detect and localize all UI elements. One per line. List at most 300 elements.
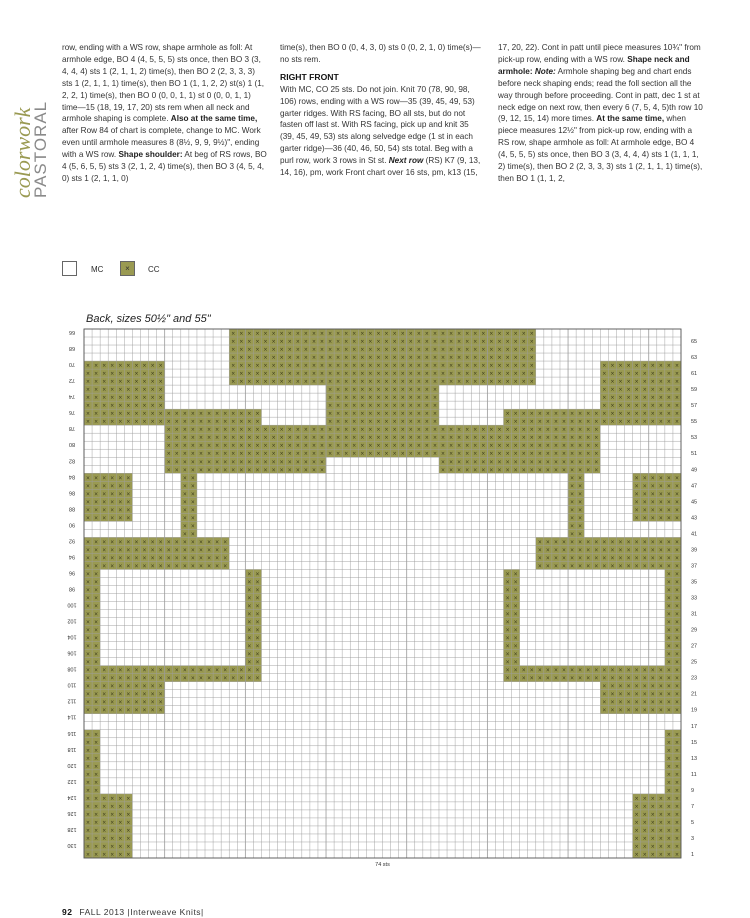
- cc-stitch-mark: ×: [634, 795, 639, 802]
- cc-stitch-mark: ×: [408, 435, 413, 442]
- cc-stitch-mark: ×: [537, 467, 542, 474]
- cc-stitch-mark: ×: [182, 667, 187, 674]
- cc-stitch-mark: ×: [408, 355, 413, 362]
- cc-stitch-mark: ×: [674, 475, 680, 482]
- cc-stitch-mark: ×: [505, 579, 510, 586]
- cc-stitch-mark: ×: [521, 339, 526, 346]
- cc-stitch-mark: ×: [126, 539, 131, 546]
- cc-stitch-mark: ×: [319, 467, 325, 474]
- cc-stitch-mark: ×: [102, 563, 107, 570]
- cc-stitch-mark: ×: [618, 363, 623, 370]
- cc-stitch-mark: ×: [513, 619, 518, 626]
- cc-stitch-mark: ×: [158, 691, 163, 698]
- cc-stitch-mark: ×: [271, 339, 276, 346]
- cc-stitch-mark: ×: [674, 731, 680, 738]
- row-label-left: 102: [67, 617, 77, 624]
- cc-stitch-mark: ×: [634, 563, 639, 570]
- cc-stitch-mark: ×: [610, 683, 615, 690]
- cc-stitch-mark: ×: [408, 371, 413, 378]
- cc-stitch-mark: ×: [400, 411, 405, 418]
- cc-stitch-mark: ×: [174, 667, 179, 674]
- cc-stitch-mark: ×: [384, 331, 389, 338]
- cc-stitch-mark: ×: [610, 363, 615, 370]
- cc-stitch-mark: ×: [634, 683, 639, 690]
- cc-stitch-mark: ×: [666, 419, 672, 426]
- cc-stitch-mark: ×: [569, 499, 575, 506]
- row-label-right: 33: [691, 595, 698, 602]
- cc-stitch-mark: ×: [481, 459, 486, 466]
- cc-stitch-mark: ×: [134, 547, 139, 554]
- cc-stitch-mark: ×: [666, 627, 672, 634]
- cc-stitch-mark: ×: [93, 515, 99, 522]
- cc-stitch-mark: ×: [231, 347, 236, 354]
- cc-stitch-mark: ×: [231, 443, 236, 450]
- cc-stitch-mark: ×: [650, 795, 655, 802]
- cc-stitch-mark: ×: [602, 539, 607, 546]
- cc-stitch-mark: ×: [521, 419, 526, 426]
- cc-stitch-mark: ×: [666, 563, 672, 570]
- cc-stitch-mark: ×: [513, 667, 518, 674]
- cc-stitch-mark: ×: [102, 483, 107, 490]
- cc-stitch-mark: ×: [158, 699, 163, 706]
- row-label-left: 76: [68, 409, 76, 416]
- cc-stitch-mark: ×: [505, 643, 510, 650]
- cc-stitch-mark: ×: [303, 363, 308, 370]
- cc-stitch-mark: ×: [650, 371, 655, 378]
- cc-stitch-mark: ×: [561, 427, 567, 434]
- cc-stitch-mark: ×: [223, 427, 228, 434]
- cc-stitch-mark: ×: [182, 523, 187, 530]
- cc-stitch-mark: ×: [634, 475, 639, 482]
- cc-stitch-mark: ×: [198, 539, 204, 546]
- cc-stitch-mark: ×: [279, 427, 284, 434]
- cc-stitch-mark: ×: [150, 699, 155, 706]
- cc-stitch-mark: ×: [368, 451, 373, 458]
- cc-stitch-mark: ×: [642, 835, 647, 842]
- cc-stitch-mark: ×: [578, 475, 583, 482]
- cc-stitch-mark: ×: [376, 347, 381, 354]
- cc-stitch-mark: ×: [610, 411, 615, 418]
- cc-stitch-mark: ×: [295, 427, 300, 434]
- cc-stitch-mark: ×: [85, 579, 91, 586]
- cc-stitch-mark: ×: [247, 427, 252, 434]
- cc-stitch-mark: ×: [102, 403, 107, 410]
- cc-stitch-mark: ×: [110, 507, 115, 514]
- cc-stitch-mark: ×: [666, 579, 672, 586]
- cc-stitch-mark: ×: [505, 435, 510, 442]
- cc-stitch-mark: ×: [561, 667, 567, 674]
- cc-stitch-mark: ×: [190, 547, 196, 554]
- col1-p1: row, ending with a WS row, shape armhole as foll: At armhole edge, BO 4 (4, 5, 5, 5) sts once, then BO 3 (3, 4, 4, 4) sts 1 (2, 1, 1, 2) time(s), then BO 2 (2, 3, 3, 3) sts 1 (2, 1, 1, 1) time(s), then BO 1 (1, 1, 2, 2) st(s) 1 (1, 2, 2, 1) time(s), then BO 0 (0, 0, 1, 1) st 0 (0, 0, 1, 1) time—15 (18, 19, 17, 20) sts rem when all neck and armhole shaping is complete.: [62, 43, 265, 124]
- cc-stitch-mark: ×: [416, 403, 421, 410]
- cc-stitch-mark: ×: [658, 691, 663, 698]
- cc-stitch-mark: ×: [505, 427, 510, 434]
- cc-stitch-mark: ×: [198, 459, 204, 466]
- cc-stitch-mark: ×: [102, 795, 107, 802]
- cc-stitch-mark: ×: [352, 387, 357, 394]
- cc-stitch-mark: ×: [440, 355, 446, 362]
- row-label-right: 47: [691, 483, 698, 490]
- cc-stitch-mark: ×: [319, 355, 325, 362]
- cc-stitch-mark: ×: [102, 707, 107, 714]
- cc-stitch-mark: ×: [658, 475, 663, 482]
- row-label-right: 31: [691, 611, 698, 618]
- cc-stitch-mark: ×: [134, 707, 139, 714]
- cc-stitch-mark: ×: [634, 851, 639, 858]
- cc-stitch-mark: ×: [327, 427, 333, 434]
- row-label-right: 53: [691, 435, 698, 442]
- cc-stitch-mark: ×: [166, 555, 171, 562]
- cc-stitch-mark: ×: [569, 459, 575, 466]
- cc-stitch-mark: ×: [658, 563, 663, 570]
- cc-stitch-mark: ×: [182, 539, 187, 546]
- row-label-right: 63: [691, 355, 698, 362]
- cc-stitch-mark: ×: [206, 459, 212, 466]
- cc-stitch-mark: ×: [126, 843, 131, 850]
- cc-stitch-mark: ×: [586, 451, 591, 458]
- cc-stitch-mark: ×: [166, 411, 171, 418]
- cc-stitch-mark: ×: [255, 443, 260, 450]
- cc-stitch-mark: ×: [473, 467, 478, 474]
- row-label-left: 92: [68, 537, 76, 544]
- cc-stitch-mark: ×: [610, 395, 615, 402]
- cc-stitch-mark: ×: [336, 443, 341, 450]
- cc-stitch-mark: ×: [174, 459, 179, 466]
- cc-stitch-mark: ×: [618, 683, 623, 690]
- cc-stitch-mark: ×: [142, 411, 147, 418]
- cc-stitch-mark: ×: [360, 403, 365, 410]
- cc-stitch-mark: ×: [674, 811, 680, 818]
- row-label-right: 55: [691, 419, 698, 426]
- cc-stitch-mark: ×: [287, 331, 292, 338]
- cc-stitch-mark: ×: [400, 371, 405, 378]
- cc-stitch-mark: ×: [400, 379, 405, 386]
- row-label-left: 116: [67, 729, 77, 736]
- cc-stitch-mark: ×: [85, 771, 91, 778]
- cc-stitch-mark: ×: [93, 411, 99, 418]
- cc-stitch-mark: ×: [666, 827, 672, 834]
- cc-stitch-mark: ×: [231, 339, 236, 346]
- cc-stitch-mark: ×: [93, 667, 99, 674]
- cc-stitch-mark: ×: [642, 539, 647, 546]
- row-label-right: 51: [691, 451, 698, 458]
- cc-stitch-mark: ×: [457, 347, 462, 354]
- legend-cc-swatch: ×: [120, 261, 135, 276]
- cc-stitch-mark: ×: [352, 435, 357, 442]
- cc-stitch-mark: ×: [85, 787, 91, 794]
- cc-stitch-mark: ×: [666, 611, 672, 618]
- cc-stitch-mark: ×: [198, 675, 204, 682]
- cc-stitch-mark: ×: [344, 379, 349, 386]
- cc-stitch-mark: ×: [489, 459, 494, 466]
- cc-stitch-mark: ×: [110, 827, 115, 834]
- cc-stitch-mark: ×: [594, 547, 599, 554]
- cc-stitch-mark: ×: [602, 691, 607, 698]
- cc-stitch-mark: ×: [150, 563, 155, 570]
- cc-stitch-mark: ×: [142, 371, 147, 378]
- cc-stitch-mark: ×: [279, 355, 284, 362]
- cc-stitch-mark: ×: [271, 363, 276, 370]
- row-label-left: 130: [67, 841, 77, 848]
- cc-stitch-mark: ×: [247, 595, 252, 602]
- cc-stitch-mark: ×: [642, 843, 647, 850]
- cc-stitch-mark: ×: [569, 563, 575, 570]
- cc-stitch-mark: ×: [174, 539, 179, 546]
- cc-stitch-mark: ×: [182, 459, 187, 466]
- cc-stitch-mark: ×: [174, 411, 179, 418]
- cc-stitch-mark: ×: [674, 587, 680, 594]
- cc-stitch-mark: ×: [239, 443, 244, 450]
- row-label-left: 66: [68, 329, 76, 336]
- cc-stitch-mark: ×: [85, 483, 91, 490]
- cc-stitch-mark: ×: [118, 547, 123, 554]
- cc-stitch-mark: ×: [674, 707, 680, 714]
- cc-stitch-mark: ×: [376, 395, 381, 402]
- cc-stitch-mark: ×: [440, 379, 446, 386]
- cc-stitch-mark: ×: [674, 371, 680, 378]
- cc-stitch-mark: ×: [142, 667, 147, 674]
- cc-stitch-mark: ×: [634, 555, 639, 562]
- cc-stitch-mark: ×: [553, 467, 559, 474]
- cc-stitch-mark: ×: [448, 355, 454, 362]
- cc-stitch-mark: ×: [408, 379, 413, 386]
- cc-stitch-mark: ×: [642, 491, 647, 498]
- cc-stitch-mark: ×: [602, 411, 607, 418]
- cc-stitch-mark: ×: [93, 811, 99, 818]
- cc-stitch-mark: ×: [376, 355, 381, 362]
- cc-stitch-mark: ×: [561, 459, 567, 466]
- cc-stitch-mark: ×: [247, 587, 252, 594]
- cc-stitch-mark: ×: [650, 691, 655, 698]
- cc-stitch-mark: ×: [505, 467, 510, 474]
- cc-stitch-mark: ×: [255, 411, 260, 418]
- cc-stitch-mark: ×: [182, 467, 187, 474]
- cc-stitch-mark: ×: [360, 451, 365, 458]
- cc-stitch-mark: ×: [626, 547, 631, 554]
- cc-stitch-mark: ×: [497, 459, 502, 466]
- cc-stitch-mark: ×: [448, 427, 454, 434]
- cc-stitch-mark: ×: [255, 459, 260, 466]
- row-label-left: 98: [68, 585, 76, 592]
- cc-stitch-mark: ×: [206, 467, 212, 474]
- cc-stitch-mark: ×: [93, 651, 99, 658]
- cc-stitch-mark: ×: [255, 611, 260, 618]
- cc-stitch-mark: ×: [198, 555, 204, 562]
- cc-stitch-mark: ×: [610, 691, 615, 698]
- cc-stitch-mark: ×: [118, 475, 123, 482]
- cc-stitch-mark: ×: [352, 451, 357, 458]
- cc-stitch-mark: ×: [206, 547, 212, 554]
- cc-stitch-mark: ×: [529, 411, 534, 418]
- row-label-right: 1: [691, 851, 695, 858]
- cc-stitch-mark: ×: [247, 635, 252, 642]
- cc-stitch-mark: ×: [85, 491, 91, 498]
- cc-stitch-mark: ×: [392, 419, 397, 426]
- cc-stitch-mark: ×: [190, 483, 196, 490]
- cc-stitch-mark: ×: [521, 355, 526, 362]
- cc-stitch-mark: ×: [569, 475, 575, 482]
- cc-stitch-mark: ×: [118, 819, 123, 826]
- cc-stitch-mark: ×: [93, 787, 99, 794]
- cc-stitch-mark: ×: [448, 363, 454, 370]
- cc-stitch-mark: ×: [303, 339, 308, 346]
- cc-stitch-mark: ×: [110, 371, 115, 378]
- cc-stitch-mark: ×: [215, 539, 220, 546]
- cc-stitch-mark: ×: [142, 379, 147, 386]
- cc-stitch-mark: ×: [537, 435, 542, 442]
- cc-stitch-mark: ×: [569, 451, 575, 458]
- cc-stitch-mark: ×: [440, 347, 446, 354]
- cc-stitch-mark: ×: [327, 403, 333, 410]
- cc-stitch-mark: ×: [85, 707, 91, 714]
- cc-stitch-mark: ×: [481, 371, 486, 378]
- cc-stitch-mark: ×: [295, 355, 300, 362]
- cc-stitch-mark: ×: [231, 371, 236, 378]
- row-label-left: 78: [68, 425, 76, 432]
- cc-stitch-mark: ×: [255, 667, 260, 674]
- cc-stitch-mark: ×: [118, 363, 123, 370]
- cc-stitch-mark: ×: [440, 467, 446, 474]
- cc-stitch-mark: ×: [352, 419, 357, 426]
- cc-stitch-mark: ×: [118, 371, 123, 378]
- cc-stitch-mark: ×: [666, 851, 672, 858]
- cc-stitch-mark: ×: [376, 403, 381, 410]
- cc-stitch-mark: ×: [279, 331, 284, 338]
- cc-stitch-mark: ×: [674, 627, 680, 634]
- cc-stitch-mark: ×: [239, 459, 244, 466]
- row-label-right: 35: [691, 579, 698, 586]
- cc-stitch-mark: ×: [642, 563, 647, 570]
- cc-stitch-mark: ×: [319, 451, 325, 458]
- cc-stitch-mark: ×: [93, 611, 99, 618]
- cc-stitch-mark: ×: [118, 811, 123, 818]
- cc-stitch-mark: ×: [239, 347, 244, 354]
- cc-stitch-mark: ×: [85, 659, 91, 666]
- cc-stitch-mark: ×: [392, 443, 397, 450]
- cc-stitch-mark: ×: [319, 443, 325, 450]
- cc-stitch-mark: ×: [416, 355, 421, 362]
- cc-stitch-mark: ×: [529, 331, 534, 338]
- cc-stitch-mark: ×: [424, 395, 429, 402]
- cc-stitch-mark: ×: [110, 803, 115, 810]
- cc-stitch-mark: ×: [150, 379, 155, 386]
- cc-stitch-mark: ×: [497, 435, 502, 442]
- cc-stitch-mark: ×: [521, 675, 526, 682]
- cc-stitch-mark: ×: [336, 379, 341, 386]
- cc-stitch-mark: ×: [352, 363, 357, 370]
- cc-stitch-mark: ×: [658, 795, 663, 802]
- row-label-right: 9: [691, 787, 695, 794]
- cc-stitch-mark: ×: [440, 459, 446, 466]
- cc-stitch-mark: ×: [134, 411, 139, 418]
- cc-stitch-mark: ×: [634, 379, 639, 386]
- cc-stitch-mark: ×: [505, 611, 510, 618]
- cc-stitch-mark: ×: [190, 443, 196, 450]
- cc-stitch-mark: ×: [465, 331, 470, 338]
- cc-stitch-mark: ×: [416, 347, 421, 354]
- cc-stitch-mark: ×: [674, 787, 680, 794]
- cc-stitch-mark: ×: [408, 363, 413, 370]
- cc-stitch-mark: ×: [102, 851, 107, 858]
- cc-stitch-mark: ×: [416, 379, 421, 386]
- cc-stitch-mark: ×: [263, 363, 268, 370]
- cc-stitch-mark: ×: [505, 355, 510, 362]
- cc-stitch-mark: ×: [102, 387, 107, 394]
- cc-stitch-mark: ×: [174, 451, 179, 458]
- cc-stitch-mark: ×: [400, 363, 405, 370]
- cc-stitch-mark: ×: [545, 451, 550, 458]
- cc-stitch-mark: ×: [126, 515, 131, 522]
- cc-stitch-mark: ×: [102, 411, 107, 418]
- cc-stitch-mark: ×: [279, 451, 284, 458]
- cc-stitch-mark: ×: [602, 403, 607, 410]
- cc-stitch-mark: ×: [376, 339, 381, 346]
- cc-stitch-mark: ×: [497, 467, 502, 474]
- cc-stitch-mark: ×: [432, 371, 438, 378]
- cc-stitch-mark: ×: [247, 411, 252, 418]
- cc-stitch-mark: ×: [118, 395, 123, 402]
- cc-stitch-mark: ×: [118, 827, 123, 834]
- cc-stitch-mark: ×: [634, 835, 639, 842]
- cc-stitch-mark: ×: [666, 603, 672, 610]
- cc-stitch-mark: ×: [586, 539, 591, 546]
- cc-stitch-mark: ×: [352, 443, 357, 450]
- cc-stitch-mark: ×: [642, 515, 647, 522]
- cc-stitch-mark: ×: [360, 387, 365, 394]
- cc-stitch-mark: ×: [674, 595, 680, 602]
- cc-stitch-mark: ×: [166, 563, 171, 570]
- cc-stitch-mark: ×: [642, 379, 647, 386]
- cc-stitch-mark: ×: [424, 347, 429, 354]
- cc-stitch-mark: ×: [93, 675, 99, 682]
- cc-stitch-mark: ×: [287, 467, 292, 474]
- cc-stitch-mark: ×: [521, 363, 526, 370]
- cc-stitch-mark: ×: [247, 611, 252, 618]
- cc-stitch-mark: ×: [158, 363, 163, 370]
- cc-stitch-mark: ×: [674, 755, 680, 762]
- cc-stitch-mark: ×: [311, 331, 317, 338]
- cc-stitch-mark: ×: [93, 851, 99, 858]
- cc-stitch-mark: ×: [344, 403, 349, 410]
- cc-stitch-mark: ×: [271, 435, 276, 442]
- cc-stitch-mark: ×: [206, 443, 212, 450]
- cc-stitch-mark: ×: [206, 555, 212, 562]
- cc-stitch-mark: ×: [658, 819, 663, 826]
- cc-stitch-mark: ×: [102, 843, 107, 850]
- cc-stitch-mark: ×: [142, 419, 147, 426]
- cc-stitch-mark: ×: [513, 339, 518, 346]
- cc-stitch-mark: ×: [255, 339, 260, 346]
- cc-stitch-mark: ×: [424, 419, 429, 426]
- cc-stitch-mark: ×: [618, 675, 623, 682]
- cc-stitch-mark: ×: [424, 371, 429, 378]
- cc-stitch-mark: ×: [158, 555, 163, 562]
- cc-stitch-mark: ×: [642, 819, 647, 826]
- cc-stitch-mark: ×: [102, 491, 107, 498]
- cc-stitch-mark: ×: [666, 755, 672, 762]
- cc-stitch-mark: ×: [553, 411, 559, 418]
- cc-stitch-mark: ×: [279, 371, 284, 378]
- cc-stitch-mark: ×: [223, 443, 228, 450]
- cc-stitch-mark: ×: [247, 419, 252, 426]
- cc-stitch-mark: ×: [569, 443, 575, 450]
- cc-stitch-mark: ×: [424, 443, 429, 450]
- cc-stitch-mark: ×: [513, 355, 518, 362]
- cc-stitch-mark: ×: [255, 419, 260, 426]
- row-label-right: 23: [691, 675, 698, 682]
- cc-stitch-mark: ×: [142, 699, 147, 706]
- cc-stitch-mark: ×: [158, 547, 163, 554]
